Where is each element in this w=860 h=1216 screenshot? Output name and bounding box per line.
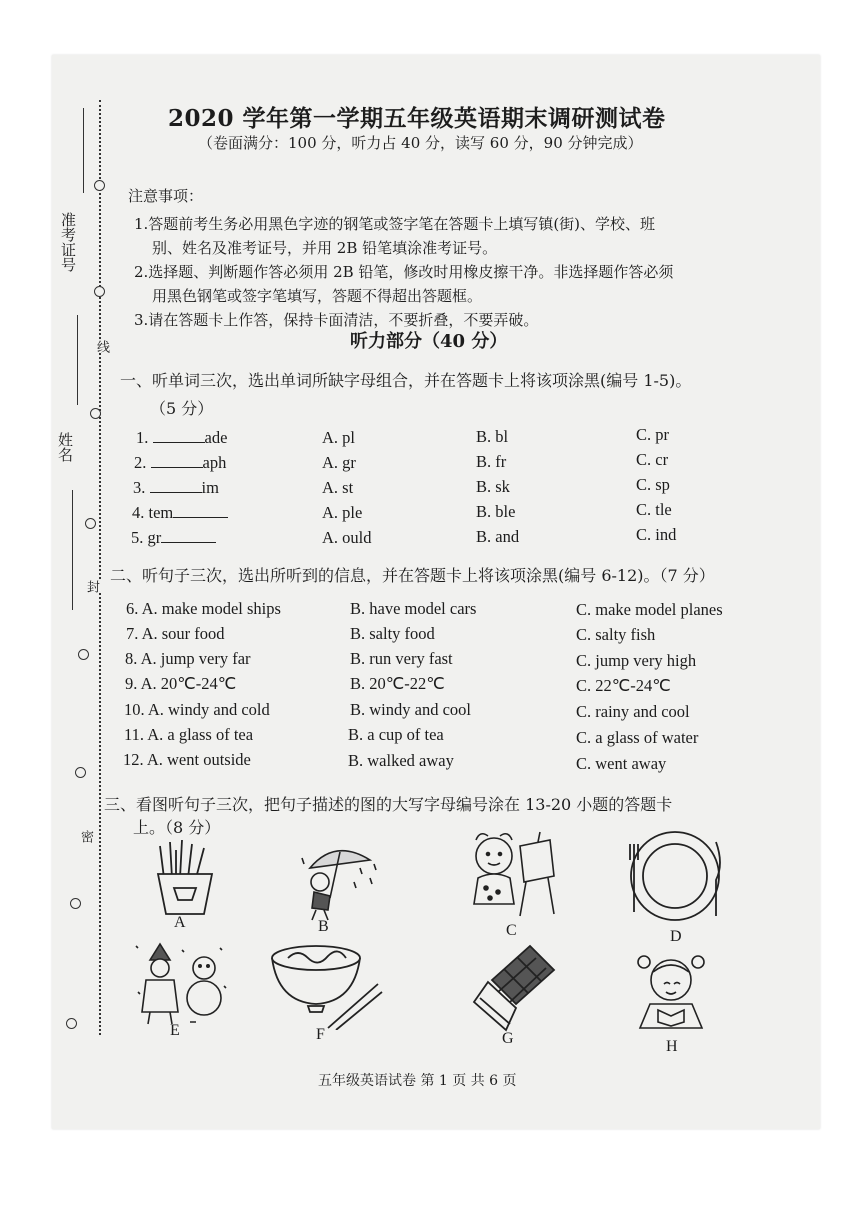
q2-option-a: 11. A. a glass of tea (124, 725, 254, 744)
french-fries-icon (150, 838, 220, 918)
q1-stem: 4. tem (132, 503, 228, 523)
q1-option-c: C. tle (636, 500, 672, 519)
binding-hole (75, 767, 86, 778)
q1-stem: 5. gr (131, 528, 216, 548)
binding-hole (94, 180, 105, 191)
q2-option-c: C. 22℃-24℃ (576, 676, 671, 695)
pic-label-b: B (318, 918, 329, 935)
q2-option-c: C. rainy and cool (576, 702, 690, 721)
q2-option-c: C. salty fish (576, 625, 656, 644)
q2-option-c: C. make model planes (576, 600, 723, 619)
q1-option-a: A. ould (322, 528, 372, 547)
binding-hole (78, 649, 89, 660)
q2-option-b: B. salty food (350, 624, 435, 643)
chocolate-bar-icon (468, 940, 563, 1035)
q1-option-b: B. ble (476, 502, 516, 521)
q1-stem: 3. im (133, 478, 219, 497)
girl-with-umbrella-icon (290, 838, 385, 923)
q2-option-c: C. went away (576, 754, 667, 773)
q2-option-b: B. have model cars (350, 599, 477, 618)
q1-option-a: A. st (322, 478, 354, 497)
q1-stem: 2. aph (134, 453, 227, 472)
notes-heading: 注意事项： (128, 187, 204, 205)
name-label: 姓名 (56, 432, 74, 462)
q2-option-a: 8. A. jump very far (125, 649, 251, 668)
kids-with-snowman-icon (130, 936, 230, 1031)
q2-option-a: 12. A. went outside (123, 750, 251, 769)
q1-option-c: C. ind (636, 525, 677, 544)
girl-reading-icon (628, 948, 718, 1038)
binding-hole (94, 286, 105, 297)
pic-label-d: D (670, 928, 682, 945)
q2-option-b: B. windy and cool (350, 700, 471, 719)
q1-heading-points: （5 分） (150, 399, 214, 418)
q2-option-c: C. jump very high (576, 651, 697, 670)
name-line (72, 490, 73, 610)
note-line: 3.请在答题卡上作答，保持卡面清洁，不要折叠，不要弄破。 (134, 311, 539, 329)
exam-id-line-2 (77, 315, 78, 405)
pic-label-g: G (502, 1030, 514, 1047)
q3-heading: 三、看图听句子三次，把句子描述的图的大写字母编号涂在 13-20 小题的答题卡 (104, 795, 673, 814)
q2-option-a: 6. A. make model ships (126, 599, 281, 618)
q2-option-a: 9. A. 20℃-24℃ (125, 674, 237, 693)
q2-option-b: B. 20℃-22℃ (350, 674, 445, 693)
note-line: 别、姓名及准考证号，并用 2B 铅笔填涂准考证号。 (152, 239, 498, 257)
margin-xian: 线 (94, 340, 109, 353)
q2-option-c: C. a glass of water (576, 728, 699, 747)
plate-knife-fork-icon (620, 824, 730, 924)
note-line: 1.答题前考生务必用黑色字迹的钢笔或签字笔在答题卡上填写镇(街)、学校、班 (134, 215, 656, 233)
q1-option-c: C. sp (636, 475, 670, 494)
pic-label-a: A (174, 914, 186, 931)
q2-option-b: B. walked away (348, 751, 454, 770)
q2-option-b: B. a cup of tea (348, 725, 444, 744)
q1-option-b: B. bl (476, 427, 509, 446)
q1-option-a: A. pl (322, 428, 355, 447)
q2-option-b: B. run very fast (350, 649, 453, 668)
q2-option-a: 7. A. sour food (126, 624, 225, 643)
noodle-bowl-icon (268, 940, 383, 1030)
binding-hole (85, 518, 96, 529)
binding-hole (66, 1018, 77, 1029)
page-footer: 五年级英语试卷 第 1 页 共 6 页 (318, 1073, 517, 1089)
binding-dotted-line (99, 100, 101, 1035)
pic-label-f: F (316, 1026, 325, 1043)
binding-hole (70, 898, 81, 909)
q1-heading: 一、听单词三次，选出单词所缺字母组合，并在答题卡上将该项涂黑(编号 1-5)。 (120, 371, 692, 390)
pic-label-h: H (666, 1038, 678, 1055)
exam-id-line (83, 108, 84, 193)
q1-option-c: C. pr (636, 425, 669, 444)
q1-option-b: B. fr (476, 452, 507, 471)
q2-option-a: 10. A. windy and cold (124, 700, 270, 719)
listening-section-title: 听力部分（40 分） (350, 331, 508, 352)
girl-painting-icon (460, 826, 560, 921)
page-title: 2020 学年第一学期五年级英语期末调研测试卷 (168, 105, 666, 132)
page-subtitle: （卷面满分：100 分，听力占 40 分，读写 60 分，90 分钟完成） (198, 134, 643, 152)
pic-label-e: E (170, 1022, 180, 1039)
q1-option-a: A. gr (322, 453, 356, 472)
q2-heading: 二、听句子三次，选出所听到的信息，并在答题卡上将该项涂黑(编号 6-12)。（7 分） (110, 566, 715, 585)
pic-label-c: C (506, 922, 517, 939)
q1-option-b: B. and (476, 527, 520, 546)
q3-heading-points: 上。（8 分） (133, 818, 221, 837)
note-line: 2.选择题、判断题作答必须用 2B 铅笔，修改时用橡皮擦干净。非选择题作答必须 (134, 263, 674, 281)
exam-id-label: 准考证号 (59, 212, 77, 272)
q1-option-b: B. sk (476, 477, 510, 496)
q1-option-a: A. ple (322, 503, 363, 522)
q1-option-c: C. cr (636, 450, 669, 469)
margin-mi: 密 (78, 830, 93, 843)
q1-stem: 1. ade (136, 428, 228, 447)
note-line: 用黑色钢笔或签字笔填写，答题不得超出答题框。 (152, 287, 483, 305)
binding-hole (90, 408, 101, 419)
margin-feng: 封 (84, 580, 99, 593)
